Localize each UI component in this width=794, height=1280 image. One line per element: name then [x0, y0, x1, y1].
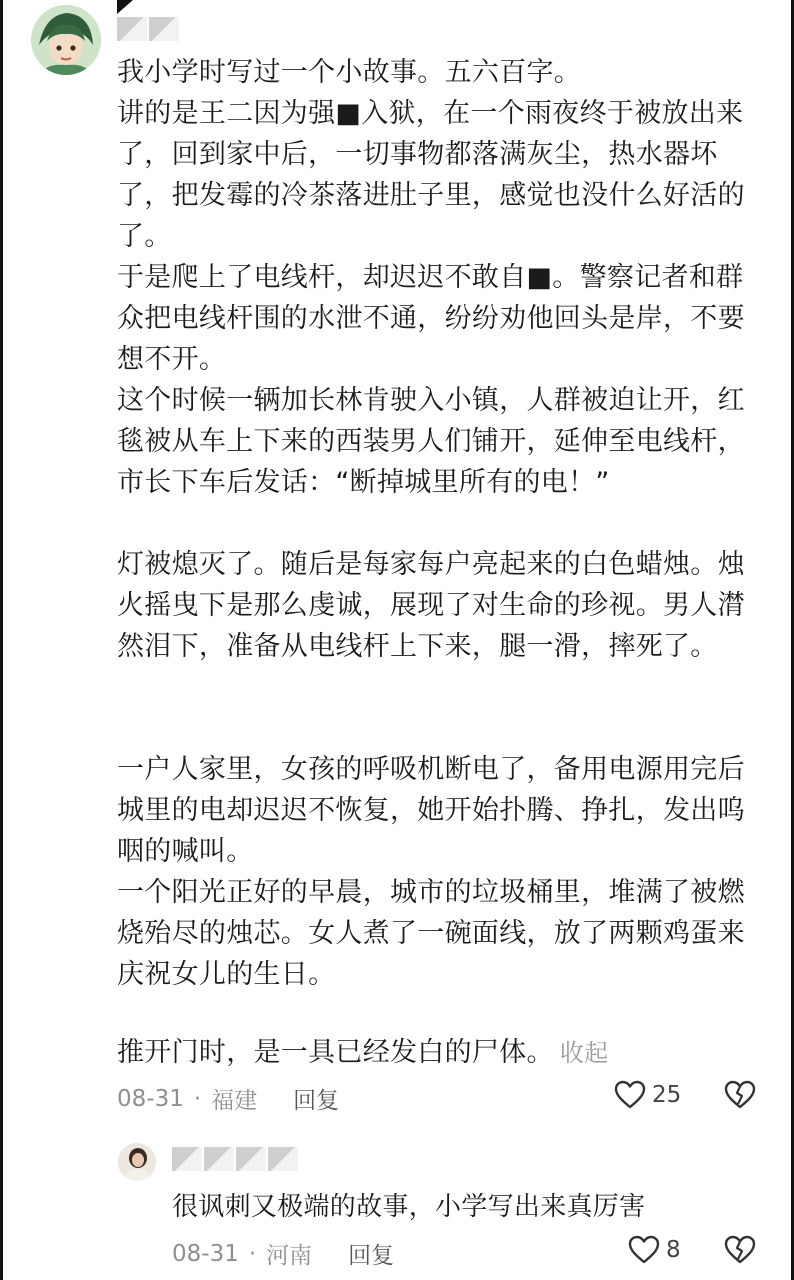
name-mosaic [149, 17, 179, 41]
avatar-image [31, 5, 101, 75]
name-mosaic [172, 1147, 202, 1171]
reply-button[interactable]: 回复 [348, 1243, 395, 1269]
masked-username[interactable] [172, 1147, 300, 1171]
like-count: 25 [652, 1082, 682, 1108]
collapse-button[interactable]: 收起 [559, 1039, 609, 1067]
reply-avatar[interactable] [118, 1143, 156, 1181]
reply-like-button[interactable] [628, 1235, 681, 1265]
comment-date: 08-31 [117, 1085, 184, 1112]
avatar[interactable] [31, 5, 101, 75]
comment-paragraph: 灯被熄灭了。随后是每家每户亮起来的白色蜡烛。烛火摇曳下是那么虔诚，展现了对生命的珍视。男人潸然泪下，准备从电线杆上下来，腿一滑，摔死了。 [117, 549, 745, 662]
like-count: 8 [666, 1237, 681, 1263]
heart-outline-icon [614, 1080, 646, 1110]
name-mosaic [204, 1147, 234, 1171]
comment-paragraph: 这个时候一辆加长林肯驶入小镇，人群被迫让开，红毯被从车上下来的西装男人们铺开，延伸至电线杆，市长下车后发话：“断掉城里所有的电！” [117, 385, 745, 498]
comment-paragraph: 讲的是王二因为强■入狱，在一个雨夜终于被放出来了，回到家中后，一切事物都落满灰尘，热水器坏了，把发霉的冷茶落进肚子里，感觉也没什么好活的了。 [117, 98, 745, 252]
reply-location: 河南 [266, 1243, 313, 1269]
name-mosaic [117, 17, 147, 41]
dislike-button[interactable] [724, 1080, 756, 1114]
comment-paragraph: 于是爬上了电线杆，却迟迟不敢自■。警察记者和群众把电线杆围的水泄不通，纷纷劝他回头是岸，不要想不开。 [117, 262, 745, 375]
reply-button[interactable]: 回复 [293, 1088, 340, 1114]
name-mosaic [268, 1147, 298, 1171]
heart-outline-icon [628, 1235, 660, 1265]
reply-text: 很讽刺又极端的故事，小学写出来真厉害 [172, 1192, 646, 1222]
comment-location: 福建 [211, 1088, 258, 1114]
comment-last-line [117, 1032, 757, 1074]
like-button[interactable] [614, 1080, 681, 1110]
comment-paragraph: 我小学时写过一个小故事。五六百字。 [117, 57, 582, 88]
reply-dislike-button[interactable] [724, 1235, 756, 1269]
broken-heart-icon [724, 1080, 756, 1110]
comment-paragraph: 推开门时，是一具已经发白的尸体。 [117, 1037, 554, 1068]
separator-dot: · [193, 1085, 202, 1112]
name-mosaic [236, 1147, 266, 1171]
avatar-image [118, 1143, 156, 1181]
reply-date: 08-31 [172, 1240, 239, 1267]
comment-paragraph: 一户人家里，女孩的呼吸机断电了，备用电源用完后城里的电却迟迟不恢复，她开始扑腾、挣扎，发出呜咽的喊叫。 [117, 754, 745, 867]
broken-heart-icon [724, 1235, 756, 1265]
reply-meta [172, 1237, 394, 1270]
comment-meta [117, 1082, 339, 1115]
masked-username[interactable] [117, 17, 181, 41]
comment-paragraph: 一个阳光正好的早晨，城市的垃圾桶里，堆满了被燃烧殆尽的烛芯。女人煮了一碗面线，放了两颗鸡蛋来庆祝女儿的生日。 [117, 877, 745, 990]
separator-dot: · [248, 1240, 257, 1267]
